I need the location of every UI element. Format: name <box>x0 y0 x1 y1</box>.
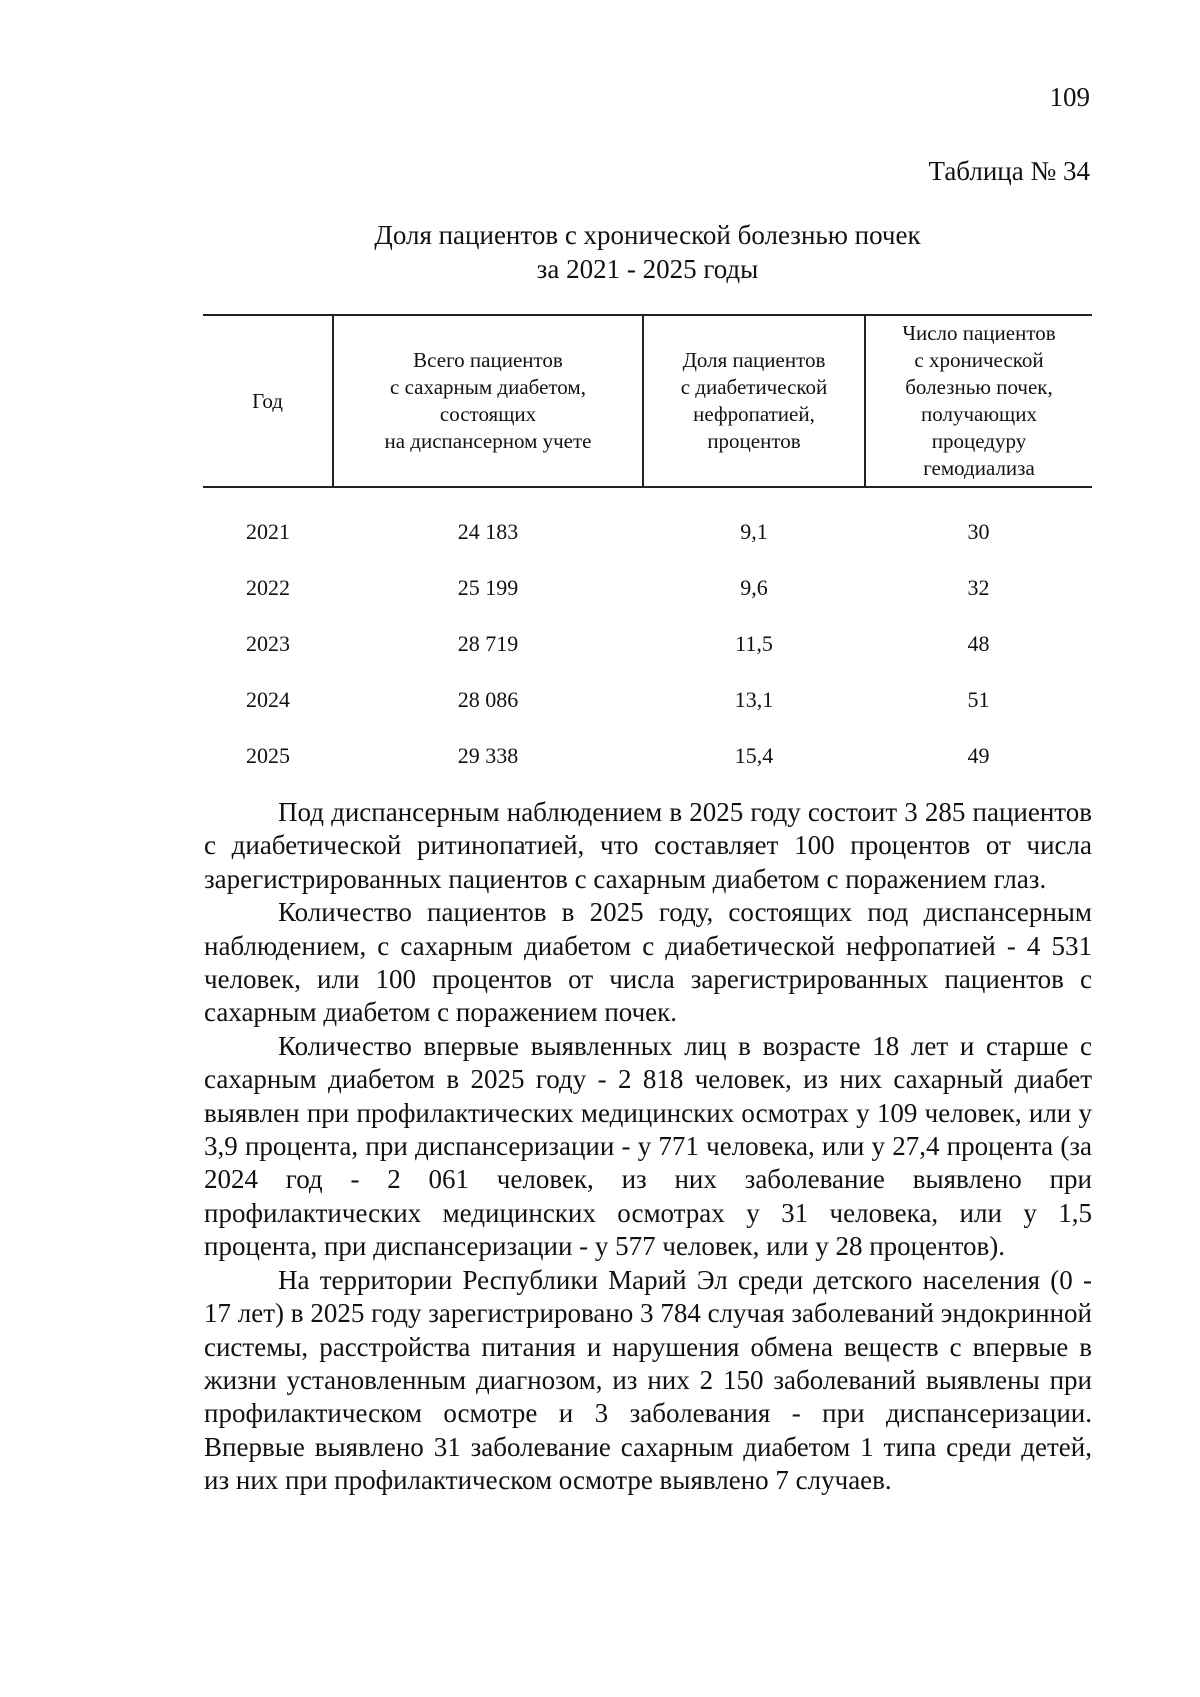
table-header-row <box>203 315 1092 487</box>
header-total-patients: Всего пациентов с сахарным диабетом, состоящих на диспансерном учете <box>333 315 643 487</box>
cell-total-patients: 28 086 <box>457 687 519 712</box>
cell-total-patients: 25 199 <box>457 575 519 600</box>
table-row <box>203 672 1092 728</box>
cell-nephropathy-share: 13,1 <box>734 687 774 712</box>
cell-hemodialysis-patients: 30 <box>967 519 990 544</box>
header-nephropathy-share: Доля пациентов с диабетической нефропатией, процентов <box>643 315 865 487</box>
cell-nephropathy-share: 9,6 <box>740 575 768 600</box>
table-title-line-2: за 2021 - 2025 годы <box>536 254 759 284</box>
header-hemodialysis-patients: Число пациентов с хронической болезнью почек, получающих процедуру гемодиализа <box>865 315 1092 487</box>
table-title-line-1: Доля пациентов с хронической болезнью почек <box>374 220 921 250</box>
cell-hemodialysis-patients: 49 <box>967 743 990 768</box>
cell-nephropathy-share: 9,1 <box>740 519 768 544</box>
table-row <box>203 487 1092 560</box>
cell-year: 2024 <box>246 687 290 712</box>
paragraph-children: На территории Республики Марий Эл среди детского населения (0 - 17 лет) в 2025 году зарегистрировано 3 784 случая заболеваний эндокринной системы, расстройства питания и нарушения обмена веществ с впервые в жизни установленным диагнозом, из них 2 150 заболеваний выявлены при профилактическом осмотре и 3 заболевания - при диспансеризации. Впервые выявлено 31 заболевание сахарным диабетом 1 типа среди детей, из них при профилактическом осмотре выявлено 7 случаев. <box>204 1264 1092 1496</box>
table-row <box>203 616 1092 672</box>
cell-hemodialysis-patients: 32 <box>967 575 990 600</box>
cell-year: 2022 <box>246 575 290 600</box>
cell-total-patients: 28 719 <box>457 631 519 656</box>
cell-total-patients: 29 338 <box>457 743 519 768</box>
header-year: Год <box>203 315 333 487</box>
cell-year: 2025 <box>246 743 290 768</box>
table-title <box>205 218 1090 286</box>
cell-total-patients: 24 183 <box>457 519 519 544</box>
cell-nephropathy-share: 15,4 <box>734 743 774 768</box>
cell-hemodialysis-patients: 51 <box>967 687 990 712</box>
page-number: 109 <box>1049 82 1090 112</box>
table-row <box>203 728 1092 784</box>
data-table <box>203 314 1092 784</box>
body-text <box>204 796 1092 1498</box>
cell-hemodialysis-patients: 48 <box>967 631 990 656</box>
table-row <box>203 560 1092 616</box>
table-caption: Таблица № 34 <box>928 156 1090 186</box>
cell-year: 2023 <box>246 631 290 656</box>
paragraph-retinopathy: Под диспансерным наблюдением в 2025 году состоит 3 285 пациентов с диабетической ритинопатией, что составляет 100 процентов от числа зарегистрированных пациентов с сахарным диабетом с поражением глаз. <box>204 797 1092 894</box>
cell-nephropathy-share: 11,5 <box>735 631 773 656</box>
paragraph-new-adult-cases: Количество впервые выявленных лиц в возрасте 18 лет и старше с сахарным диабетом в 2025 году - 2 818 человек, из них сахарный диабет выявлен при профилактических медицинских осмотрах у 109 человек, или у 3,9 процента, при диспансеризации - у 771 человека, или у 27,4 процента (за 2024 год - 2 061 человек, из них заболевание выявлено при профилактических медицинских осмотрах у 31 человека, или у 1,5 процента, при диспансеризации - у 577 человек, или у 28 процентов). <box>204 1030 1092 1262</box>
paragraph-nephropathy: Количество пациентов в 2025 году, состоящих под диспансерным наблюдением, с сахарным диабетом с диабетической нефропатией - 4 531 человек, или 100 процентов от числа зарегистрированных пациентов с сахарным диабетом с поражением почек. <box>204 897 1092 1028</box>
cell-year: 2021 <box>246 519 290 544</box>
